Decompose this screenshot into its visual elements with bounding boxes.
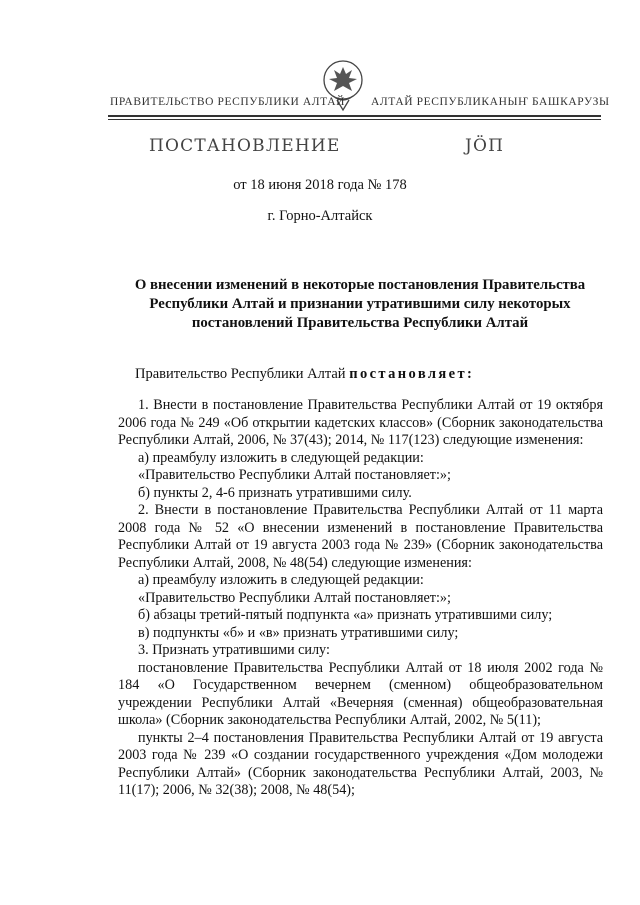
- header-left-title: ПРАВИТЕЛЬСТВО РЕСПУБЛИКИ АЛТАЙ: [110, 96, 346, 108]
- paragraph-item: б) пункты 2, 4-6 признать утратившими силу.: [138, 484, 412, 501]
- paragraph-item: пункты 2–4 постановления Правительства Республики Алтай от 19 августа 2003 года № 239 «О создании государственного учреждения «Дом молодежи Республики Алтай» (Сборник законодательства Республики Алтай, 2003, № 11(17); 2006, № 32(38); 2008, № 48(54);: [118, 729, 603, 798]
- paragraph-item: б) абзацы третий-пятый подпункта «а» признать утратившими силу;: [138, 607, 553, 623]
- paragraph-item: в) подпункты «б» и «в» признать утратившими силу;: [138, 624, 459, 641]
- preamble: [135, 366, 474, 383]
- paragraph-3: 3. Признать утратившими силу:: [138, 642, 330, 658]
- preamble-decree-word: постановляет:: [349, 366, 475, 382]
- header-right-title: АЛТАЙ РЕСПУБЛИКАНЫҤ БАШКАРУЗЫ: [371, 96, 610, 108]
- paragraph-item: «Правительство Республики Алтай постановляет:»;: [138, 467, 451, 483]
- paragraph-item: а) преамбулу изложить в следующей редакции:: [138, 449, 424, 466]
- header-divider-thin: [108, 119, 601, 120]
- document-body: [118, 397, 603, 800]
- date-line: от 18 июня 2018 года № 178: [233, 177, 407, 193]
- document-title: О внесении изменений в некоторые постановления Правительства Республики Алтай и признании утратившими силу некоторых постановлений Правительства Республики Алтай: [134, 277, 586, 331]
- city-line: г. Горно-Алтайск: [267, 208, 373, 224]
- paragraph-2: 2. Внести в постановление Правительства Республики Алтай от 11 марта 2008 года № 52 «О внесении изменений в постановление Правительства Республики Алтай от 19 августа 2003 года № 239» (Сборник законодательства Республики Алтай, 2008, № 48(54) следующие изменения:: [118, 502, 603, 571]
- preamble-text: Правительство Республики Алтай: [135, 366, 346, 382]
- doc-type-ru: ПОСТАНОВЛЕНИЕ: [149, 136, 341, 156]
- doc-type-alt: ЈӦП: [465, 136, 505, 156]
- header-divider: [108, 115, 601, 117]
- paragraph-item: «Правительство Республики Алтай постановляет:»;: [138, 589, 451, 606]
- paragraph-item: а) преамбулу изложить в следующей редакции:: [138, 572, 424, 588]
- paragraph-1: 1. Внести в постановление Правительства Республики Алтай от 19 октября 2006 года № 249 «Об открытии кадетских классов» (Сборник законодательства Республики Алтай, 2006, № 37(43); 2014, № 117(123) следующие изменения:: [118, 397, 603, 448]
- paragraph-item: постановление Правительства Республики Алтай от 18 июля 2002 года № 184 «О Государственном вечернем (сменном) общеобразовательном учреждении Республики Алтай «Вечерняя (сменная) общеобразовательная школа» (Сборник законодательства Республики Алтай, 2002, № 5(11);: [118, 659, 603, 728]
